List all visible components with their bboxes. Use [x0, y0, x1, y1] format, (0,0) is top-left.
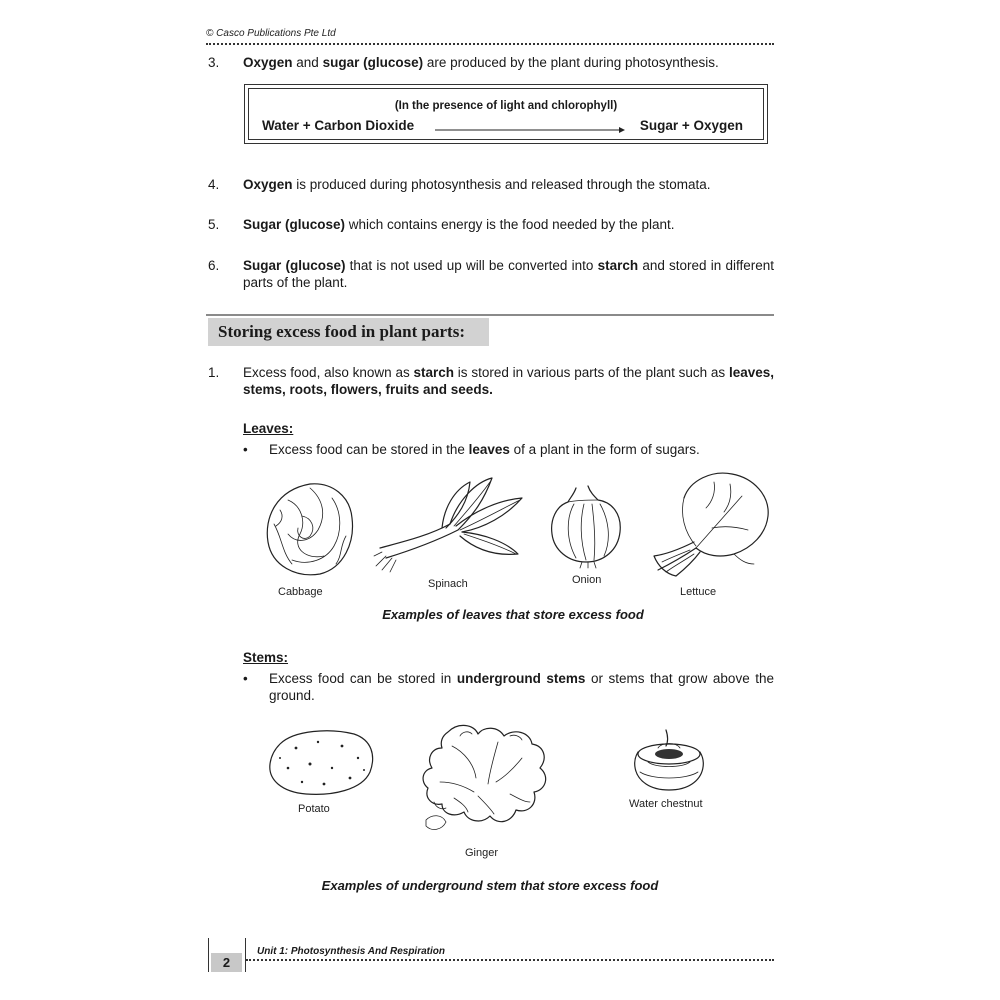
storage-point-1: [208, 364, 774, 398]
bold-term: Oxygen: [243, 177, 293, 192]
bold-term: Sugar (glucose): [243, 258, 346, 273]
ginger-label: Ginger: [465, 847, 499, 859]
point-text: [243, 176, 774, 193]
leaves-caption: Examples of leaves that store excess food: [382, 607, 644, 622]
text-run: which contains energy is the food needed by the plant.: [345, 217, 675, 232]
cabbage-illustration: [262, 476, 358, 580]
text-run: and: [292, 55, 323, 70]
potato-illustration: [266, 726, 378, 798]
point-4: [208, 176, 774, 193]
point-number: 6.: [208, 258, 220, 273]
point-number: 1.: [208, 365, 220, 380]
spinach-label: Spinach: [428, 578, 468, 590]
point-6: [208, 257, 774, 291]
leaves-bullet: [243, 441, 774, 458]
ginger-illustration: [414, 718, 562, 842]
cabbage-label: Cabbage: [278, 586, 323, 598]
section-heading: Storing excess food in plant parts:: [208, 318, 489, 346]
equation-inner-frame: [248, 88, 764, 140]
text-run: or stems that grow above the ground.: [269, 671, 775, 703]
point-3: [208, 54, 774, 71]
reaction-arrow-icon: [435, 126, 625, 134]
bold-term: leaves, stems, roots, flowers, fruits and seeds.: [243, 365, 775, 397]
point-text: [243, 257, 774, 291]
point-text: [243, 364, 774, 398]
lettuce-label: Lettuce: [680, 586, 717, 598]
onion-illustration: [546, 484, 630, 568]
bold-term: underground stems: [456, 671, 586, 686]
publisher-line: [206, 28, 336, 39]
publisher-name: Casco Publications Pte Ltd: [216, 28, 336, 39]
bullet-text: [269, 441, 774, 458]
text-run: of a plant in the form of sugars.: [509, 442, 700, 457]
equation-products: Sugar + Oxygen: [639, 118, 743, 133]
footer-divider: [246, 959, 774, 961]
text-run: Excess food, also known as: [243, 365, 414, 380]
bullet-text: [269, 670, 774, 704]
stems-bullet: [243, 670, 774, 704]
text-run: are produced by the plant during photosynthesis.: [423, 55, 719, 70]
text-run: Excess food can be stored in: [269, 671, 457, 686]
photosynthesis-equation-box: [244, 84, 768, 144]
text-run: is stored in various parts of the plant such as: [454, 365, 729, 380]
point-number: 3.: [208, 55, 220, 70]
bold-term: Sugar (glucose): [243, 217, 346, 232]
stems-heading: Stems:: [243, 650, 289, 665]
lettuce-illustration: [650, 468, 776, 582]
point-number: 5.: [208, 217, 220, 232]
header-divider: [206, 43, 774, 45]
spinach-illustration: [372, 470, 528, 578]
bold-term: sugar (glucose): [322, 55, 424, 70]
bold-term: leaves: [468, 442, 510, 457]
text-run: is produced during photosynthesis and released through the stomata.: [292, 177, 711, 192]
bold-term: starch: [413, 365, 455, 380]
bullet-mark: •: [243, 671, 248, 686]
stems-caption: Examples of underground stem that store excess food: [321, 878, 659, 893]
page-number: 2: [211, 953, 242, 972]
section-rule: [206, 314, 774, 316]
point-number: 4.: [208, 177, 220, 192]
water-chestnut-illustration: [628, 728, 710, 794]
onion-label: Onion: [572, 574, 602, 586]
equation-condition: (In the presence of light and chlorophyll): [394, 100, 618, 112]
point-text: [243, 54, 774, 71]
text-run: and stored in different parts of the plant.: [243, 258, 775, 290]
water-chestnut-label: Water chestnut: [629, 798, 703, 810]
point-5: [208, 216, 774, 233]
unit-title: Unit 1: Photosynthesis And Respiration: [257, 946, 445, 957]
leaves-heading: Leaves:: [243, 421, 294, 436]
bullet-mark: •: [243, 442, 248, 457]
equation-reactants: Water + Carbon Dioxide: [262, 118, 415, 133]
copyright-symbol: ©: [206, 28, 214, 39]
text-run: that is not used up will be converted into: [345, 258, 598, 273]
bold-term: Oxygen: [243, 55, 293, 70]
point-text: [243, 216, 774, 233]
potato-label: Potato: [298, 803, 330, 815]
text-run: Excess food can be stored in the: [269, 442, 469, 457]
bold-term: starch: [597, 258, 639, 273]
